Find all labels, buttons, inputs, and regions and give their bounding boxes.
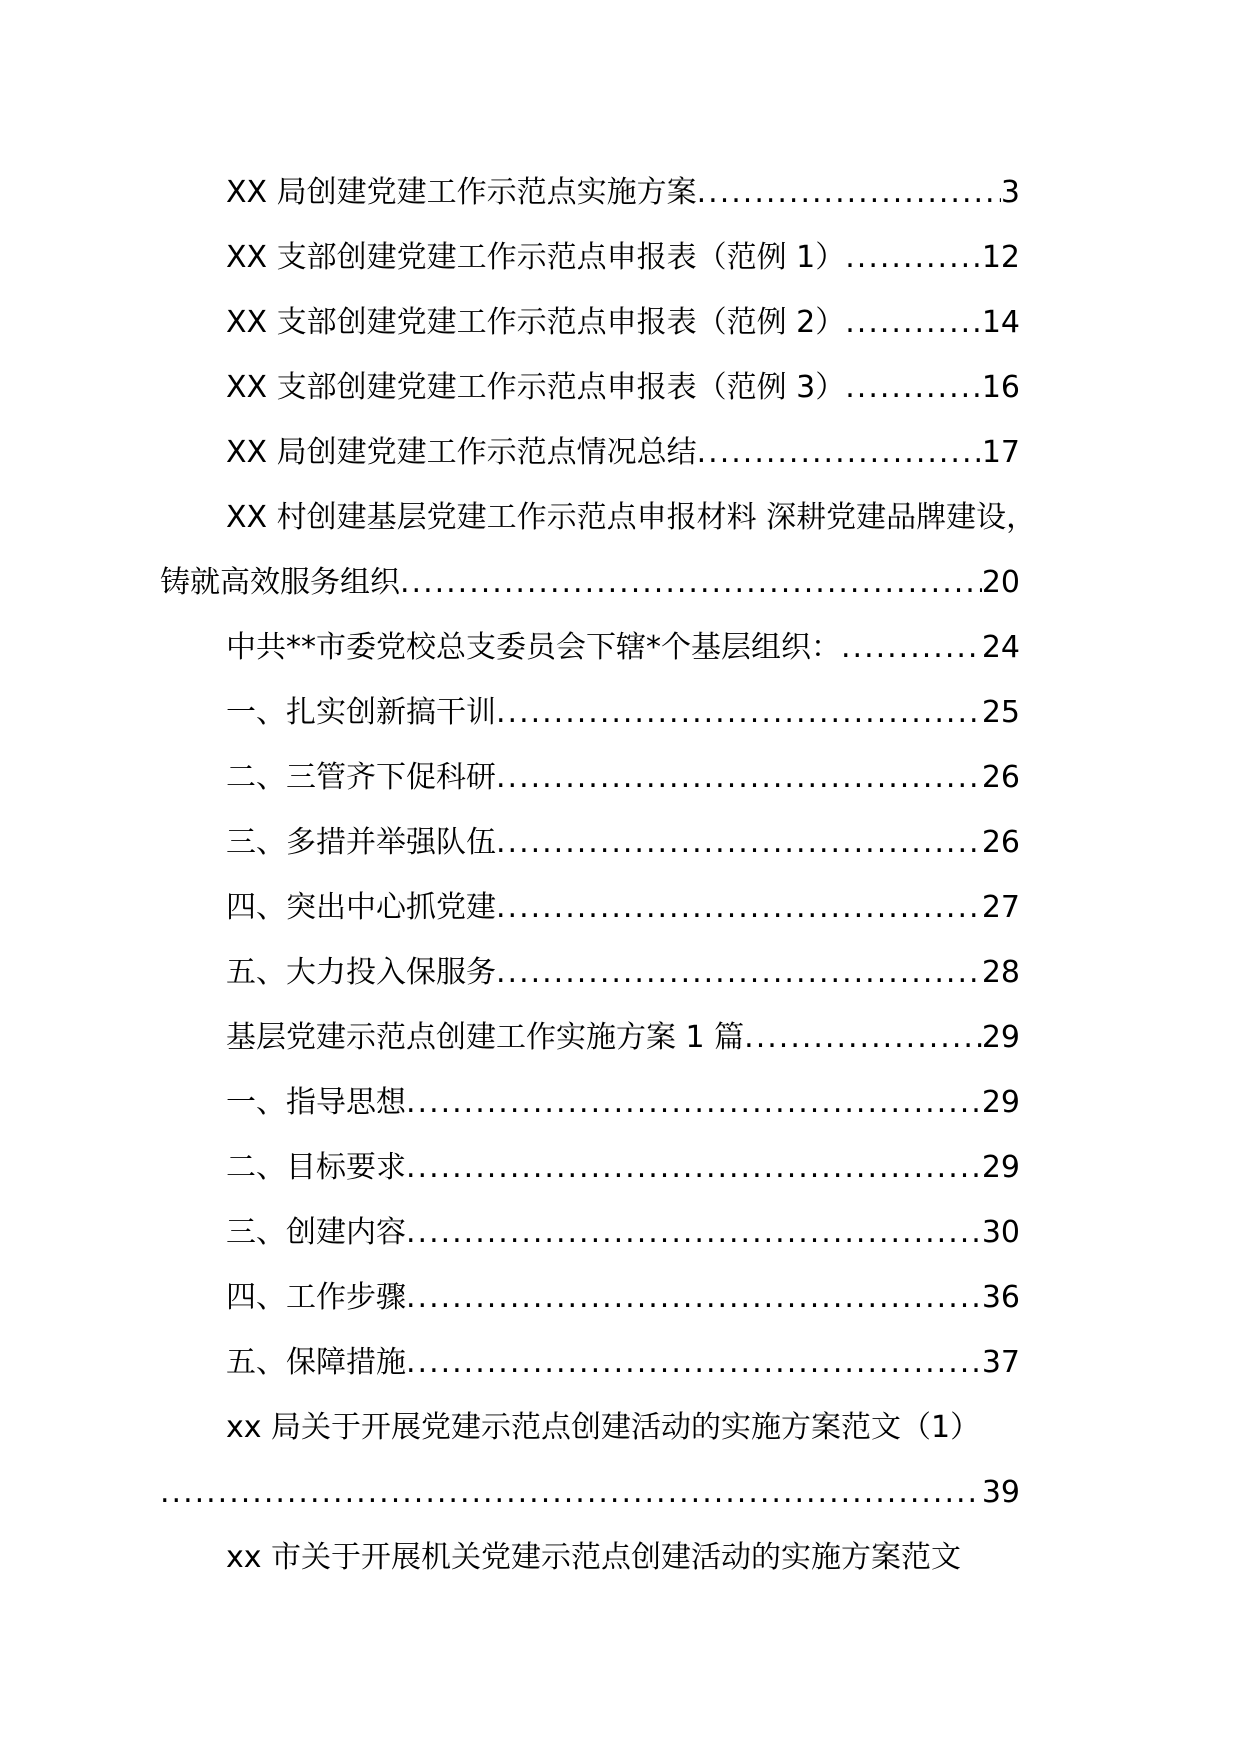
toc-entry[interactable] xyxy=(160,290,1020,355)
toc-page-number: 26 xyxy=(981,825,1020,860)
toc-leader-dots xyxy=(496,680,982,745)
toc-page-number: 24 xyxy=(981,630,1020,665)
toc-entry-line2 xyxy=(160,550,1020,615)
toc-entry-title-line2: 铸就高效服务组织 xyxy=(160,565,400,600)
toc-entry-title-line1: xx 局关于开展党建示范点创建活动的实施方案范文（1） xyxy=(226,1410,981,1445)
toc-page-number: 20 xyxy=(981,565,1020,600)
toc-page-number: 30 xyxy=(981,1215,1020,1250)
toc-leader-dots xyxy=(400,550,982,615)
toc-entry-title: 五、大力投入保服务 xyxy=(226,955,496,990)
toc-entry-title: 四、突出中心抓党建 xyxy=(226,890,496,925)
toc-entry[interactable] xyxy=(160,225,1020,290)
toc-entry-title: XX 支部创建党建工作示范点申报表（范例 1） xyxy=(226,240,846,275)
toc-page-number: 25 xyxy=(981,695,1020,730)
toc-entry-title-line1: XX 村创建基层党建工作示范点申报材料 深耕党建品牌建设， xyxy=(226,500,1037,535)
toc-page-number: 12 xyxy=(981,240,1020,275)
toc-entry-title: 三、多措并举强队伍 xyxy=(226,825,496,860)
toc-leader-dots xyxy=(697,160,1001,225)
toc-entry[interactable] xyxy=(160,355,1020,420)
toc-entry[interactable] xyxy=(160,745,1020,810)
toc-entry[interactable] xyxy=(160,1200,1020,1265)
toc-page-number: 26 xyxy=(981,760,1020,795)
toc-entry[interactable] xyxy=(160,1135,1020,1200)
toc-page-number: 28 xyxy=(981,955,1020,990)
toc-entry-title: XX 支部创建党建工作示范点申报表（范例 3） xyxy=(226,370,846,405)
toc-leader-dots xyxy=(406,1330,982,1395)
toc-leader-dots xyxy=(845,355,982,420)
toc-entry[interactable] xyxy=(160,940,1020,1005)
toc-entry-title: 基层党建示范点创建工作实施方案 1 篇 xyxy=(226,1020,745,1055)
toc-entry[interactable] xyxy=(160,160,1020,225)
toc-leader-dots xyxy=(744,1005,982,1070)
toc-entry-title: 五、保障措施 xyxy=(226,1345,406,1380)
toc-entry[interactable] xyxy=(160,875,1020,940)
toc-leader-dots xyxy=(406,1135,982,1200)
toc-entry-line1 xyxy=(160,1395,1020,1460)
toc-leader-dots xyxy=(496,940,982,1005)
toc-entry[interactable] xyxy=(160,420,1020,485)
toc-page-number: 37 xyxy=(981,1345,1020,1380)
toc-entry[interactable] xyxy=(160,615,1020,680)
toc-page-number: 14 xyxy=(981,305,1020,340)
toc-leader-dots xyxy=(845,225,982,290)
toc-leader-dots xyxy=(160,1460,982,1525)
toc-leader-dots xyxy=(845,290,982,355)
toc-page-number: 29 xyxy=(981,1020,1020,1055)
toc-entry[interactable] xyxy=(160,1070,1020,1135)
toc-page-number: 29 xyxy=(981,1085,1020,1120)
toc-entry-title: 中共**市委党校总支委员会下辖*个基层组织： xyxy=(226,630,841,665)
toc-entry-title: 一、指导思想 xyxy=(226,1085,406,1120)
toc-leader-dots xyxy=(496,810,982,875)
toc-leader-dots xyxy=(406,1200,982,1265)
toc-entry-title: XX 局创建党建工作示范点情况总结 xyxy=(226,435,697,470)
toc-page-number: 29 xyxy=(981,1150,1020,1185)
toc-entry[interactable] xyxy=(160,1525,1020,1590)
toc-entry-title: 三、创建内容 xyxy=(226,1215,406,1250)
toc-entry-multiline[interactable] xyxy=(160,485,1037,615)
toc-leader-dots xyxy=(697,420,982,485)
toc-page-number: 39 xyxy=(981,1475,1020,1510)
toc-entry-title: XX 支部创建党建工作示范点申报表（范例 2） xyxy=(226,305,846,340)
toc-page-number: 36 xyxy=(981,1280,1020,1315)
toc-leader-dots xyxy=(841,615,982,680)
toc-entry-title: 二、目标要求 xyxy=(226,1150,406,1185)
toc-entry-multiline[interactable] xyxy=(160,1395,1020,1525)
toc-entry-title: 四、工作步骤 xyxy=(226,1280,406,1315)
toc-entry[interactable] xyxy=(160,1330,1020,1395)
table-of-contents xyxy=(160,160,1037,1590)
toc-entry[interactable] xyxy=(160,680,1020,745)
toc-leader-dots xyxy=(406,1070,982,1135)
toc-leader-dots xyxy=(406,1265,982,1330)
toc-entry-line2 xyxy=(160,1460,1020,1525)
toc-page-number: 27 xyxy=(981,890,1020,925)
toc-entry[interactable] xyxy=(160,810,1020,875)
toc-leader-dots xyxy=(496,745,982,810)
toc-page-number: 3 xyxy=(1000,175,1020,210)
toc-page-number: 16 xyxy=(981,370,1020,405)
toc-entry-title: xx 市关于开展机关党建示范点创建活动的实施方案范文 xyxy=(226,1540,962,1575)
toc-leader-dots xyxy=(496,875,982,940)
toc-entry-title: 一、扎实创新搞干训 xyxy=(226,695,496,730)
toc-entry-line1 xyxy=(160,485,1037,550)
toc-page-number: 17 xyxy=(981,435,1020,470)
toc-entry[interactable] xyxy=(160,1265,1020,1330)
toc-entry[interactable] xyxy=(160,1005,1020,1070)
toc-entry-title: 二、三管齐下促科研 xyxy=(226,760,496,795)
toc-entry-title: XX 局创建党建工作示范点实施方案 xyxy=(226,175,697,210)
